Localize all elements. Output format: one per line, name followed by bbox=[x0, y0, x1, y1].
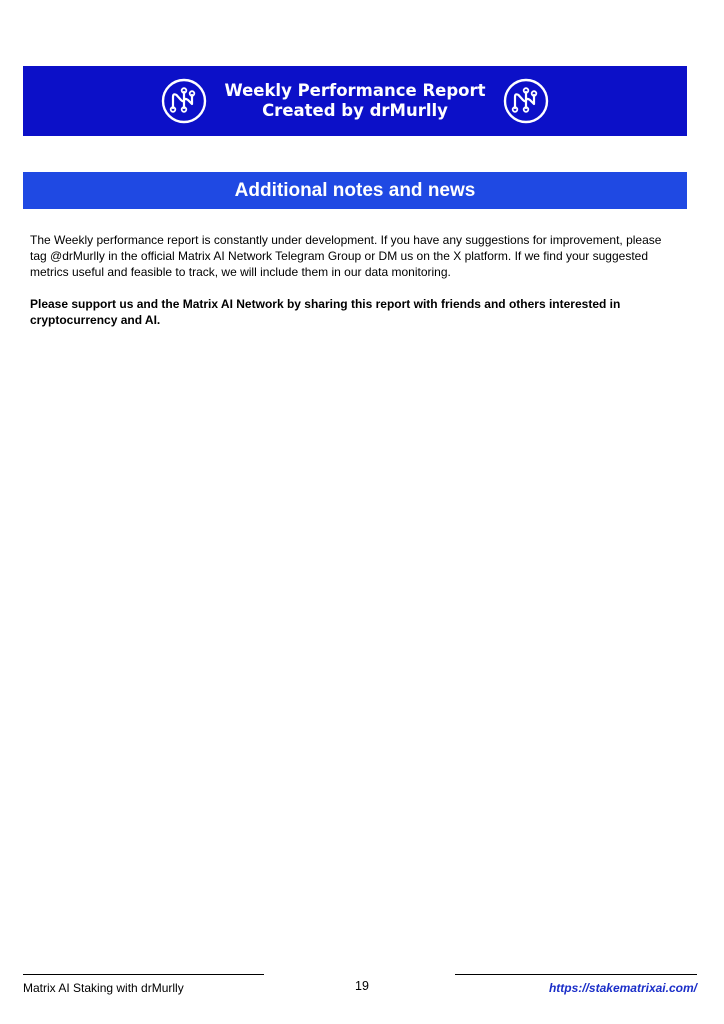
page-number: 19 bbox=[355, 979, 369, 993]
matrix-ai-logo-icon bbox=[503, 78, 549, 124]
report-title bbox=[224, 81, 485, 121]
website-link[interactable]: https://stakematrixai.com/ bbox=[548, 981, 697, 995]
report-header-banner bbox=[23, 66, 687, 136]
report-title-line-1: Weekly Performance Report bbox=[224, 81, 486, 100]
footer-divider-left bbox=[23, 974, 264, 975]
footer-divider-right bbox=[455, 974, 697, 975]
support-message: Please support us and the Matrix AI Network by sharing this report with friends and others interested in cryptocurrency and AI. bbox=[30, 297, 621, 327]
footer-credit: Matrix AI Staking with drMurlly bbox=[23, 981, 184, 995]
matrix-ai-logo-icon bbox=[161, 78, 207, 124]
section-heading: Additional notes and news bbox=[23, 172, 687, 209]
development-note-paragraph: The Weekly performance report is constantly under development. If you have any suggestions for improvement, please tag @drMurlly in the official Matrix AI Network Telegram Group or DM us on the X platform. If we find your suggested metrics useful and feasible to track, we will include them in our data monitoring. bbox=[30, 233, 662, 279]
notes-body bbox=[30, 232, 666, 328]
report-title-line-2: Created by drMurlly bbox=[262, 101, 448, 120]
